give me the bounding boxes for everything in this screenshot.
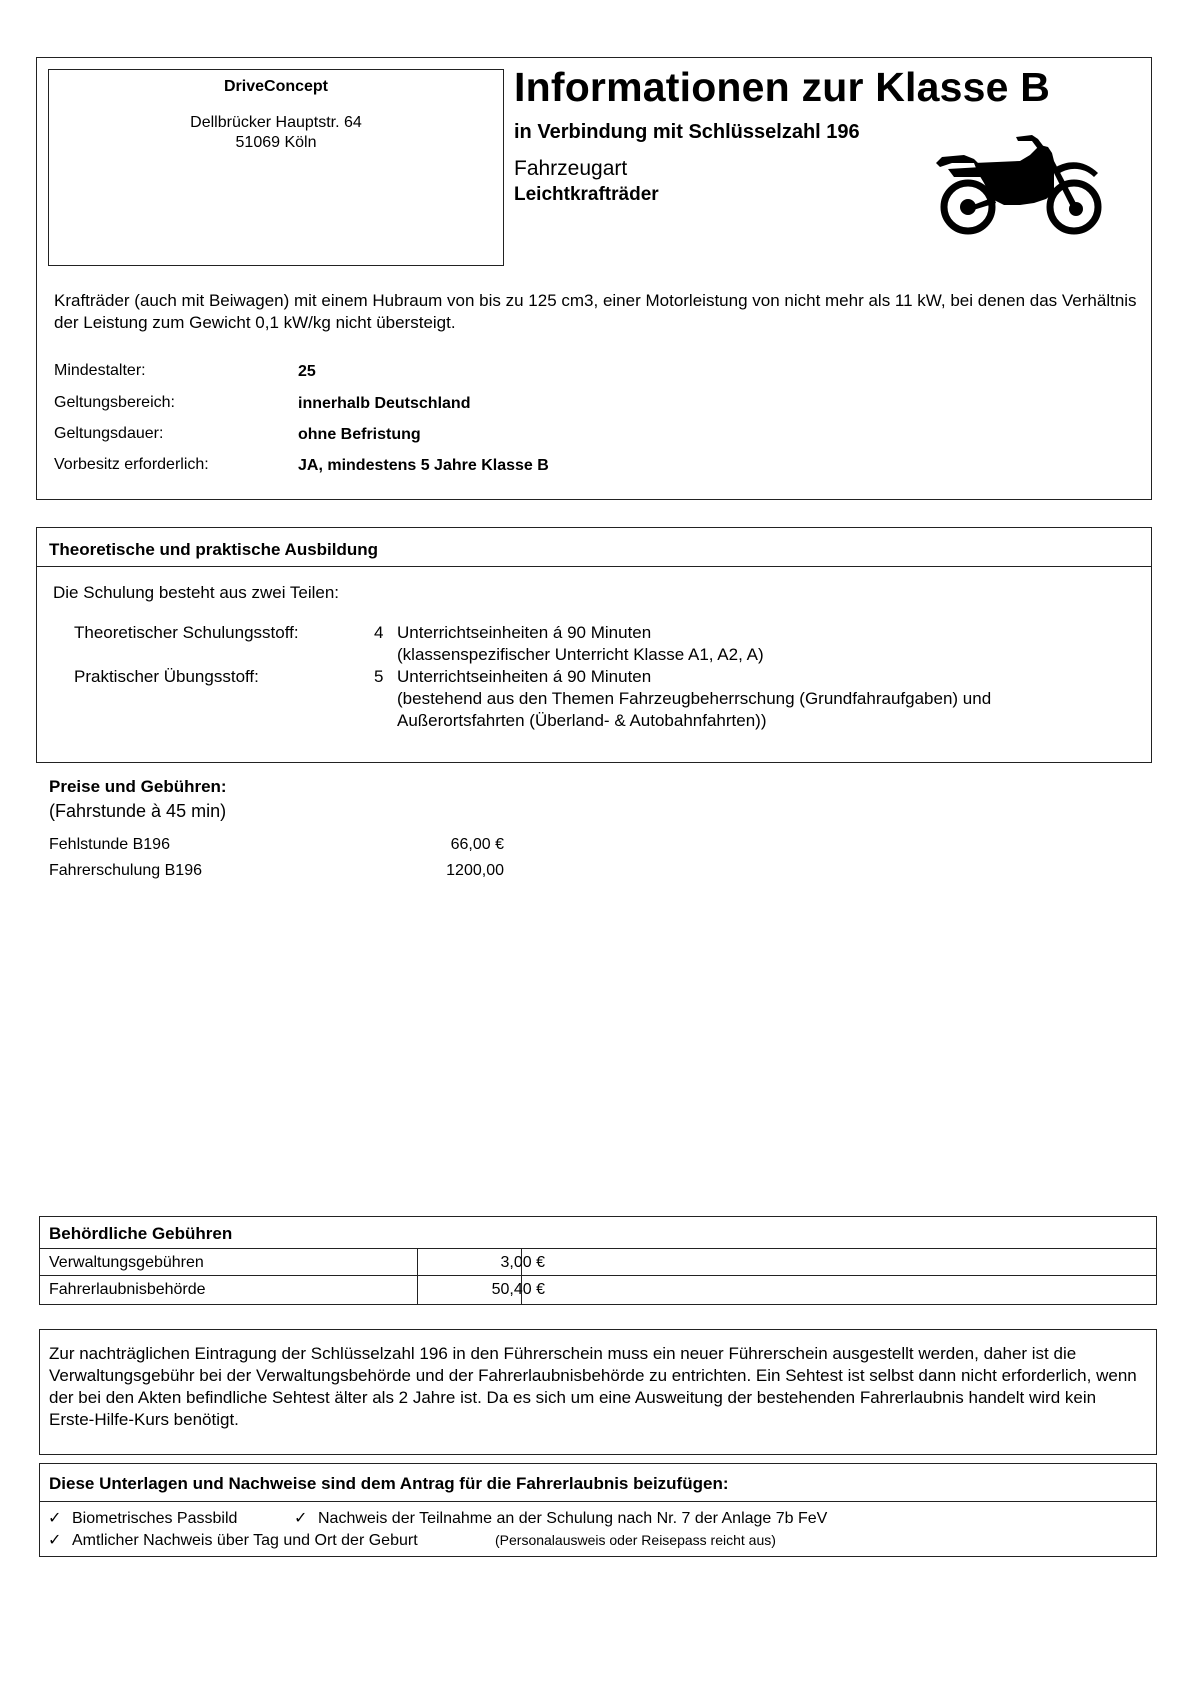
divider <box>40 1501 1156 1502</box>
table-row-name: Fahrerlaubnisbehörde <box>49 1281 206 1298</box>
requirement-value-validity: ohne Befristung <box>298 426 421 443</box>
page-subtitle: in Verbindung mit Schlüsselzahl 196 <box>514 121 860 143</box>
prices-title: Preise und Gebühren: <box>49 777 227 796</box>
training-theory-line: Unterrichtseinheiten á 90 Minuten <box>397 623 652 642</box>
document-item-text: Amtlicher Nachweis über Tag und Ort der Geburt <box>72 1532 418 1549</box>
training-title: Theoretische und praktische Ausbildung <box>49 540 379 559</box>
price-item-name: Fahrerschulung B196 <box>49 862 202 879</box>
training-theory-label: Theoretischer Schulungsstoff: <box>74 623 299 642</box>
authority-fees-title: Behördliche Gebühren <box>49 1224 233 1243</box>
table-divider <box>40 1275 1156 1276</box>
training-intro: Die Schulung besteht aus zwei Teilen: <box>53 583 340 602</box>
class-description: Krafträder (auch mit Beiwagen) mit einem Hubraum von bis zu 125 cm3, einer Motorleistung von nicht mehr als 11 kW, bei denen das Verhältnis der Leistung zum Gewicht 0,1 kW/kg nicht übersteigt. <box>54 291 1137 332</box>
training-practice-line: (bestehend aus den Themen Fahrzeugbeherrschung (Grundfahraufgaben) und <box>397 689 992 708</box>
address-box <box>48 69 504 266</box>
training-practice-line: Außerortsfahrten (Überland- & Autobahnfahrten)) <box>397 711 767 730</box>
table-divider <box>40 1248 1156 1249</box>
training-practice-label: Praktischer Übungsstoff: <box>74 667 259 686</box>
price-item-value: 66,00 € <box>450 836 504 853</box>
price-item-value: 1200,00 <box>446 862 504 879</box>
table-row-value: 50,40 € <box>491 1281 545 1298</box>
checkmark-icon: ✓ <box>294 1510 308 1527</box>
document-item-note: (Personalausweis oder Reisepass reicht aus) <box>495 1532 776 1548</box>
training-practice-count: 5 <box>374 667 384 686</box>
company-city: 51069 Köln <box>235 134 317 151</box>
page-title: Informationen zur Klasse B <box>514 64 1051 110</box>
training-header <box>37 528 1151 567</box>
training-theory-count: 4 <box>374 623 384 642</box>
prices-note: (Fahrstunde à 45 min) <box>49 801 227 821</box>
company-street: Dellbrücker Hauptstr. 64 <box>190 114 362 131</box>
document-item-text: Biometrisches Passbild <box>72 1510 238 1527</box>
checkmark-icon: ✓ <box>48 1510 62 1527</box>
requirement-label-prior-license: Vorbesitz erforderlich: <box>54 456 209 473</box>
requirement-label-min-age: Mindestalter: <box>54 362 146 379</box>
document-item <box>48 1508 237 1528</box>
vehicle-type-label: Fahrzeugart <box>514 157 628 180</box>
table-row-value: 3,00 € <box>500 1254 545 1271</box>
training-theory-line: (klassenspezifischer Unterricht Klasse A1, A2, A) <box>397 645 764 664</box>
requirement-value-prior-license: JA, mindestens 5 Jahre Klasse B <box>298 457 549 474</box>
requirement-value-scope: innerhalb Deutschland <box>298 395 471 412</box>
checkmark-icon: ✓ <box>48 1532 62 1549</box>
requirement-label-scope: Geltungsbereich: <box>54 394 175 411</box>
license-note-box <box>39 1329 1157 1455</box>
document-item <box>294 1508 827 1528</box>
document-item <box>48 1530 418 1550</box>
authority-fees-table <box>39 1216 1157 1305</box>
price-item-name: Fehlstunde B196 <box>49 836 170 853</box>
table-row-name: Verwaltungsgebühren <box>49 1254 204 1271</box>
license-note-text: Zur nachträglichen Eintragung der Schlüsselzahl 196 in den Führerschein muss ein neuer Führerschein ausgestellt werden, daher ist die Verwaltungsgebühr bei der Verwaltungsbehörde und der Fahrerlaubnisbehörde zu entrichten. Ein Sehtest ist selbst dann nicht erforderlich, wenn der bei den Akten befindliche Sehtest älter als 2 Jahre ist. Da es sich um eine Ausweitung der bestehenden Fahrerlaubnis handelt wird kein Erste-Hilfe-Kurs benötigt. <box>49 1344 1137 1429</box>
document-item-text: Nachweis der Teilnahme an der Schulung nach Nr. 7 der Anlage 7b FeV <box>318 1510 828 1527</box>
table-column-divider <box>417 1248 418 1304</box>
vehicle-type-value: Leichtkrafträder <box>514 184 659 205</box>
company-name: DriveConcept <box>223 78 329 95</box>
requirement-value-min-age: 25 <box>298 363 316 380</box>
training-practice-line: Unterrichtseinheiten á 90 Minuten <box>397 667 652 686</box>
motorcycle-icon <box>934 133 1106 241</box>
requirement-label-validity: Geltungsdauer: <box>54 425 164 442</box>
required-documents-title: Diese Unterlagen und Nachweise sind dem Antrag für die Fahrerlaubnis beizufügen: <box>49 1474 729 1493</box>
required-documents-box <box>39 1463 1157 1557</box>
